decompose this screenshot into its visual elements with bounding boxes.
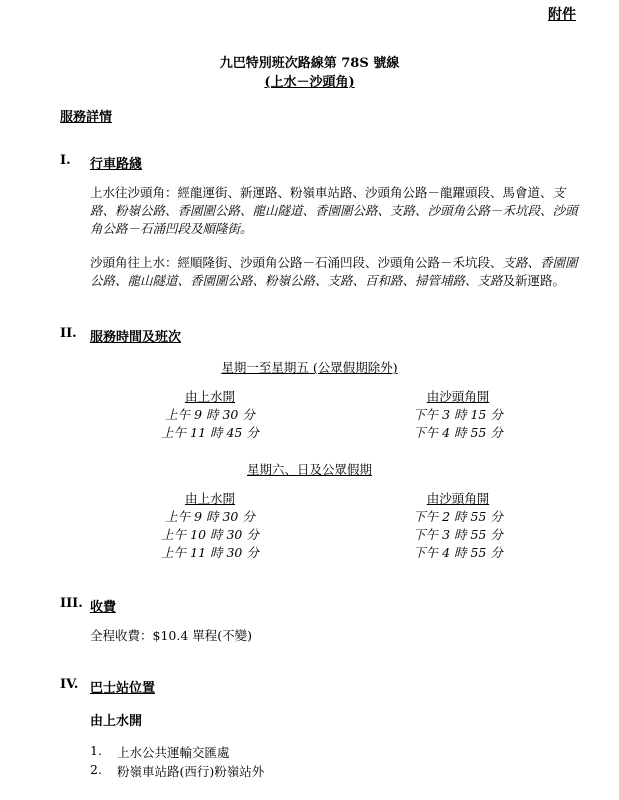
weekend-from-sheung-shui [130, 490, 290, 562]
column-header: 由上水開 [184, 389, 235, 404]
departure-time: 上午 11 時 45 分 [161, 425, 259, 440]
annex-label: 附件 [548, 7, 576, 23]
stop-item-number: 1. [90, 743, 102, 758]
departure-time: 上午 9 時 30 分 [165, 407, 255, 422]
service-details-heading: 服務詳情 [60, 110, 113, 125]
column-header: 由沙頭角開 [426, 491, 490, 506]
column-header: 由上水開 [184, 491, 235, 506]
weekday-schedule [0, 388, 619, 448]
column-header: 由沙頭角開 [426, 389, 490, 404]
route-para1-normal: 上水往沙頭角：經龍運街、新運路、粉嶺車站路、沙頭角公路－龍躍頭段、馬會道、 [90, 185, 553, 200]
section-route-number: I. [60, 153, 71, 168]
departure-time: 上午 11 時 30 分 [161, 545, 259, 560]
fare-text: 全程收費：$10.4 單程(不變) [90, 628, 253, 643]
route-para2-italic: 支路、香園圍公路、龍山隧道、香園圍公路、粉嶺公路、支路、百和路、掃管埔路、支路 [90, 255, 578, 288]
weekday-from-sha-tau-kok [378, 388, 538, 442]
weekend-from-sha-tau-kok [378, 490, 538, 562]
departure-time: 下午 3 時 55 分 [413, 527, 503, 542]
stop-item-text: 粉嶺車站路(西行)粉嶺站外 [117, 764, 265, 779]
route-paragraph-1 [90, 184, 580, 238]
departure-time: 上午 9 時 30 分 [165, 509, 255, 524]
route-para2-normal: 沙頭角往上水：經順隆街、沙頭角公路－石涌凹段、沙頭角公路－禾坑段、 [90, 255, 503, 270]
departure-time: 下午 4 時 55 分 [413, 425, 503, 440]
departure-time: 上午 10 時 30 分 [161, 527, 259, 542]
route-paragraph-2 [90, 254, 580, 290]
weekend-schedule [0, 490, 619, 570]
stop-item-text: 上水公共運輸交匯處 [117, 745, 230, 760]
stops-subheading: 由上水開 [90, 714, 143, 729]
route-para1-italic: 支路、粉嶺公路、香園圍公路、龍山隧道、香園圍公路、支路、沙頭角公路－禾坑段、沙頭角公路－石涌凹段及順隆街。 [90, 185, 578, 236]
departure-time: 下午 2 時 55 分 [413, 509, 503, 524]
section-route-heading: 行車路綫 [90, 157, 143, 172]
section-stops-heading: 巴士站位置 [90, 681, 156, 696]
route-para2-normal-end: 及新運路。 [502, 273, 566, 288]
section-hours-heading: 服務時間及班次 [90, 330, 182, 345]
weekday-schedule-title: 星期一至星期五 (公眾假期除外) [221, 360, 398, 375]
weekday-from-sheung-shui [130, 388, 290, 442]
weekend-schedule-title: 星期六、日及公眾假期 [246, 462, 372, 477]
departure-time: 下午 4 時 55 分 [413, 545, 503, 560]
section-stops-number: IV. [60, 677, 79, 692]
section-fare-number: III. [60, 596, 83, 611]
document-title: 九巴特別班次路線第 78S 號線 [219, 56, 400, 71]
section-fare-heading: 收費 [90, 600, 117, 615]
stop-item-number: 2. [90, 762, 102, 777]
section-hours-number: II. [60, 326, 77, 341]
departure-time: 下午 3 時 15 分 [413, 407, 503, 422]
document-subtitle: (上水－沙頭角) [264, 75, 355, 90]
